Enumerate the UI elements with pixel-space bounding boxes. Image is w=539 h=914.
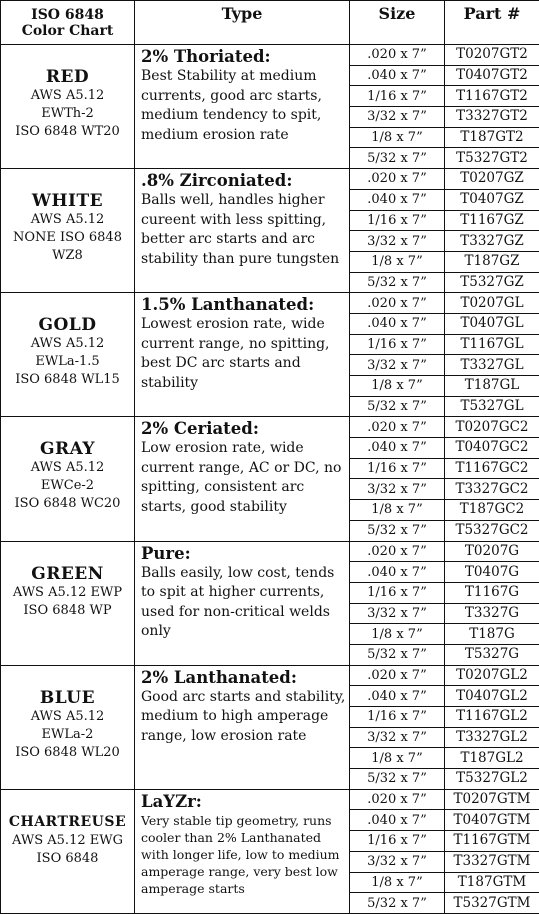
- type-cell: [135, 169, 350, 293]
- type-title: LaYZr:: [141, 791, 346, 812]
- part-number-cell: T5327GT2: [445, 148, 539, 169]
- part-number-cell: T187GZ: [445, 251, 539, 272]
- part-number-cell: T5327GC2: [445, 520, 539, 541]
- part-number-cell: T187G: [445, 624, 539, 645]
- table-row: [1, 45, 539, 66]
- color-cell: [1, 45, 135, 169]
- header-size: Size: [350, 1, 445, 45]
- size-cell: 1/8 x 7”: [350, 748, 445, 769]
- part-number-cell: T3327G: [445, 603, 539, 624]
- standard-designation: EWLa-2: [1, 726, 134, 744]
- table-row: [1, 169, 539, 190]
- color-cell: [1, 169, 135, 293]
- size-cell: .020 x 7”: [350, 417, 445, 438]
- part-number-cell: T187GTM: [445, 872, 539, 893]
- type-title: 2% Lanthanated:: [141, 667, 346, 688]
- type-title: 2% Thoriated:: [141, 46, 346, 67]
- size-cell: 5/32 x 7”: [350, 148, 445, 169]
- size-cell: .040 x 7”: [350, 686, 445, 707]
- part-number-cell: T5327GL: [445, 396, 539, 417]
- color-cell: [1, 293, 135, 417]
- size-cell: 5/32 x 7”: [350, 893, 445, 914]
- part-number-cell: T0407G: [445, 562, 539, 583]
- part-number-cell: T0407GC2: [445, 438, 539, 459]
- color-name: GREEN: [1, 564, 134, 584]
- type-title: .8% Zirconiated:: [141, 170, 346, 191]
- standard-designation: ISO 6848 WL15: [1, 371, 134, 389]
- size-cell: .020 x 7”: [350, 293, 445, 314]
- part-number-cell: T187GL: [445, 376, 539, 397]
- header-type: Type: [135, 1, 350, 45]
- color-cell: [1, 789, 135, 913]
- standard-designation: NONE ISO 6848: [1, 229, 134, 247]
- size-cell: 1/8 x 7”: [350, 251, 445, 272]
- part-number-cell: T187GL2: [445, 748, 539, 769]
- part-number-cell: T0207GL2: [445, 665, 539, 686]
- header-part-number: Part #: [445, 1, 539, 45]
- size-cell: .020 x 7”: [350, 665, 445, 686]
- size-cell: 1/16 x 7”: [350, 582, 445, 603]
- type-title: Pure:: [141, 543, 346, 564]
- size-cell: 1/16 x 7”: [350, 210, 445, 231]
- size-cell: .020 x 7”: [350, 541, 445, 562]
- part-number-cell: T1167GL: [445, 334, 539, 355]
- standard-designation: WZ8: [1, 247, 134, 265]
- table-row: [1, 789, 539, 810]
- standard-designation: ISO 6848: [1, 850, 134, 868]
- size-cell: .020 x 7”: [350, 169, 445, 190]
- size-cell: 5/32 x 7”: [350, 769, 445, 790]
- size-cell: .020 x 7”: [350, 789, 445, 810]
- color-name: GRAY: [1, 439, 134, 459]
- size-cell: 1/16 x 7”: [350, 458, 445, 479]
- table-row: [1, 541, 539, 562]
- table-row: [1, 293, 539, 314]
- part-number-cell: T1167GZ: [445, 210, 539, 231]
- header-iso-color-chart: [1, 1, 135, 45]
- part-number-cell: T1167G: [445, 582, 539, 603]
- color-name: GOLD: [1, 315, 134, 335]
- standard-designation: ISO 6848 WP: [1, 602, 134, 620]
- part-number-cell: T0207GC2: [445, 417, 539, 438]
- size-cell: 1/16 x 7”: [350, 707, 445, 728]
- standard-designation: ISO 6848 WT20: [1, 123, 134, 141]
- part-number-cell: T1167GC2: [445, 458, 539, 479]
- size-cell: 3/32 x 7”: [350, 479, 445, 500]
- part-number-cell: T0207G: [445, 541, 539, 562]
- type-cell: [135, 541, 350, 665]
- size-cell: .040 x 7”: [350, 438, 445, 459]
- size-cell: 5/32 x 7”: [350, 396, 445, 417]
- standard-designation: ISO 6848 WL20: [1, 744, 134, 762]
- size-cell: 1/16 x 7”: [350, 334, 445, 355]
- size-cell: 1/16 x 7”: [350, 831, 445, 852]
- size-cell: 5/32 x 7”: [350, 520, 445, 541]
- part-number-cell: T3327GL2: [445, 727, 539, 748]
- part-number-cell: T0207GZ: [445, 169, 539, 190]
- size-cell: 1/8 x 7”: [350, 500, 445, 521]
- size-cell: 3/32 x 7”: [350, 603, 445, 624]
- type-description: Low erosion rate, wide current range, AC or DC, no spitting, consistent arc starts, good stability: [141, 439, 346, 517]
- size-cell: 5/32 x 7”: [350, 272, 445, 293]
- part-number-cell: T0207GT2: [445, 45, 539, 66]
- size-cell: 1/8 x 7”: [350, 376, 445, 397]
- type-title: 2% Ceriated:: [141, 418, 346, 439]
- color-cell: [1, 665, 135, 789]
- color-name: CHARTREUSE: [1, 812, 134, 832]
- part-number-cell: T0407GL: [445, 313, 539, 334]
- part-number-cell: T0407GL2: [445, 686, 539, 707]
- color-name: RED: [1, 67, 134, 87]
- color-name: BLUE: [1, 688, 134, 708]
- part-number-cell: T3327GTM: [445, 851, 539, 872]
- table-row: [1, 665, 539, 686]
- standard-designation: EWLa-1.5: [1, 353, 134, 371]
- color-name: WHITE: [1, 191, 134, 211]
- type-cell: [135, 293, 350, 417]
- size-cell: .040 x 7”: [350, 562, 445, 583]
- size-cell: .040 x 7”: [350, 810, 445, 831]
- size-cell: 3/32 x 7”: [350, 851, 445, 872]
- part-number-cell: T1167GT2: [445, 86, 539, 107]
- size-cell: .040 x 7”: [350, 65, 445, 86]
- standard-designation: AWS A5.12: [1, 211, 134, 229]
- part-number-cell: T0407GTM: [445, 810, 539, 831]
- part-number-cell: T5327G: [445, 644, 539, 665]
- type-cell: [135, 45, 350, 169]
- standard-designation: AWS A5.12: [1, 87, 134, 105]
- part-number-cell: T3327GT2: [445, 107, 539, 128]
- type-cell: [135, 789, 350, 913]
- color-cell: [1, 541, 135, 665]
- type-description: Best Stability at medium currents, good arc starts, medium tendency to spit, medium erosion rate: [141, 67, 346, 145]
- header-iso-line2: Color Chart: [22, 23, 114, 39]
- type-description: Very stable tip geometry, runs cooler than 2% Lanthanated with longer life, low to medium amperage range, very best low amperage starts: [141, 812, 346, 897]
- size-cell: 5/32 x 7”: [350, 644, 445, 665]
- standard-designation: AWS A5.12 EWP: [1, 584, 134, 602]
- part-number-cell: T3327GL: [445, 355, 539, 376]
- standard-designation: EWTh-2: [1, 105, 134, 123]
- type-description: Lowest erosion rate, wide current range, no spitting, best DC arc starts and stability: [141, 315, 346, 393]
- part-number-cell: T5327GZ: [445, 272, 539, 293]
- type-title: 1.5% Lanthanated:: [141, 294, 346, 315]
- part-number-cell: T1167GL2: [445, 707, 539, 728]
- color-cell: [1, 417, 135, 541]
- size-cell: 3/32 x 7”: [350, 727, 445, 748]
- part-number-cell: T1167GTM: [445, 831, 539, 852]
- type-description: Balls well, handles higher cureent with less spitting, better arc starts and arc stability than pure tungsten: [141, 191, 346, 269]
- chart-body: [1, 45, 539, 914]
- size-cell: 1/8 x 7”: [350, 624, 445, 645]
- size-cell: 3/32 x 7”: [350, 231, 445, 252]
- type-description: Good arc starts and stability, medium to high amperage range, low erosion rate: [141, 688, 346, 747]
- type-description: Balls easily, low cost, tends to spit at higher currents, used for non-critical welds only: [141, 564, 346, 642]
- header-iso-line1: ISO 6848: [31, 7, 104, 23]
- part-number-cell: T0207GTM: [445, 789, 539, 810]
- part-number-cell: T5327GL2: [445, 769, 539, 790]
- part-number-cell: T0207GL: [445, 293, 539, 314]
- part-number-cell: T3327GZ: [445, 231, 539, 252]
- size-cell: .020 x 7”: [350, 45, 445, 66]
- part-number-cell: T0407GZ: [445, 189, 539, 210]
- standard-designation: ISO 6848 WC20: [1, 495, 134, 513]
- size-cell: .040 x 7”: [350, 189, 445, 210]
- part-number-cell: T3327GC2: [445, 479, 539, 500]
- standard-designation: AWS A5.12: [1, 335, 134, 353]
- size-cell: 1/8 x 7”: [350, 872, 445, 893]
- part-number-cell: T187GT2: [445, 127, 539, 148]
- size-cell: 3/32 x 7”: [350, 355, 445, 376]
- size-cell: 1/8 x 7”: [350, 127, 445, 148]
- size-cell: .040 x 7”: [350, 313, 445, 334]
- size-cell: 3/32 x 7”: [350, 107, 445, 128]
- standard-designation: EWCe-2: [1, 477, 134, 495]
- size-cell: 1/16 x 7”: [350, 86, 445, 107]
- type-cell: [135, 417, 350, 541]
- standard-designation: AWS A5.12 EWG: [1, 832, 134, 850]
- standard-designation: AWS A5.12: [1, 459, 134, 477]
- standard-designation: AWS A5.12: [1, 708, 134, 726]
- header-row: [1, 1, 539, 45]
- part-number-cell: T187GC2: [445, 500, 539, 521]
- part-number-cell: T5327GTM: [445, 893, 539, 914]
- part-number-cell: T0407GT2: [445, 65, 539, 86]
- type-cell: [135, 665, 350, 789]
- table-row: [1, 417, 539, 438]
